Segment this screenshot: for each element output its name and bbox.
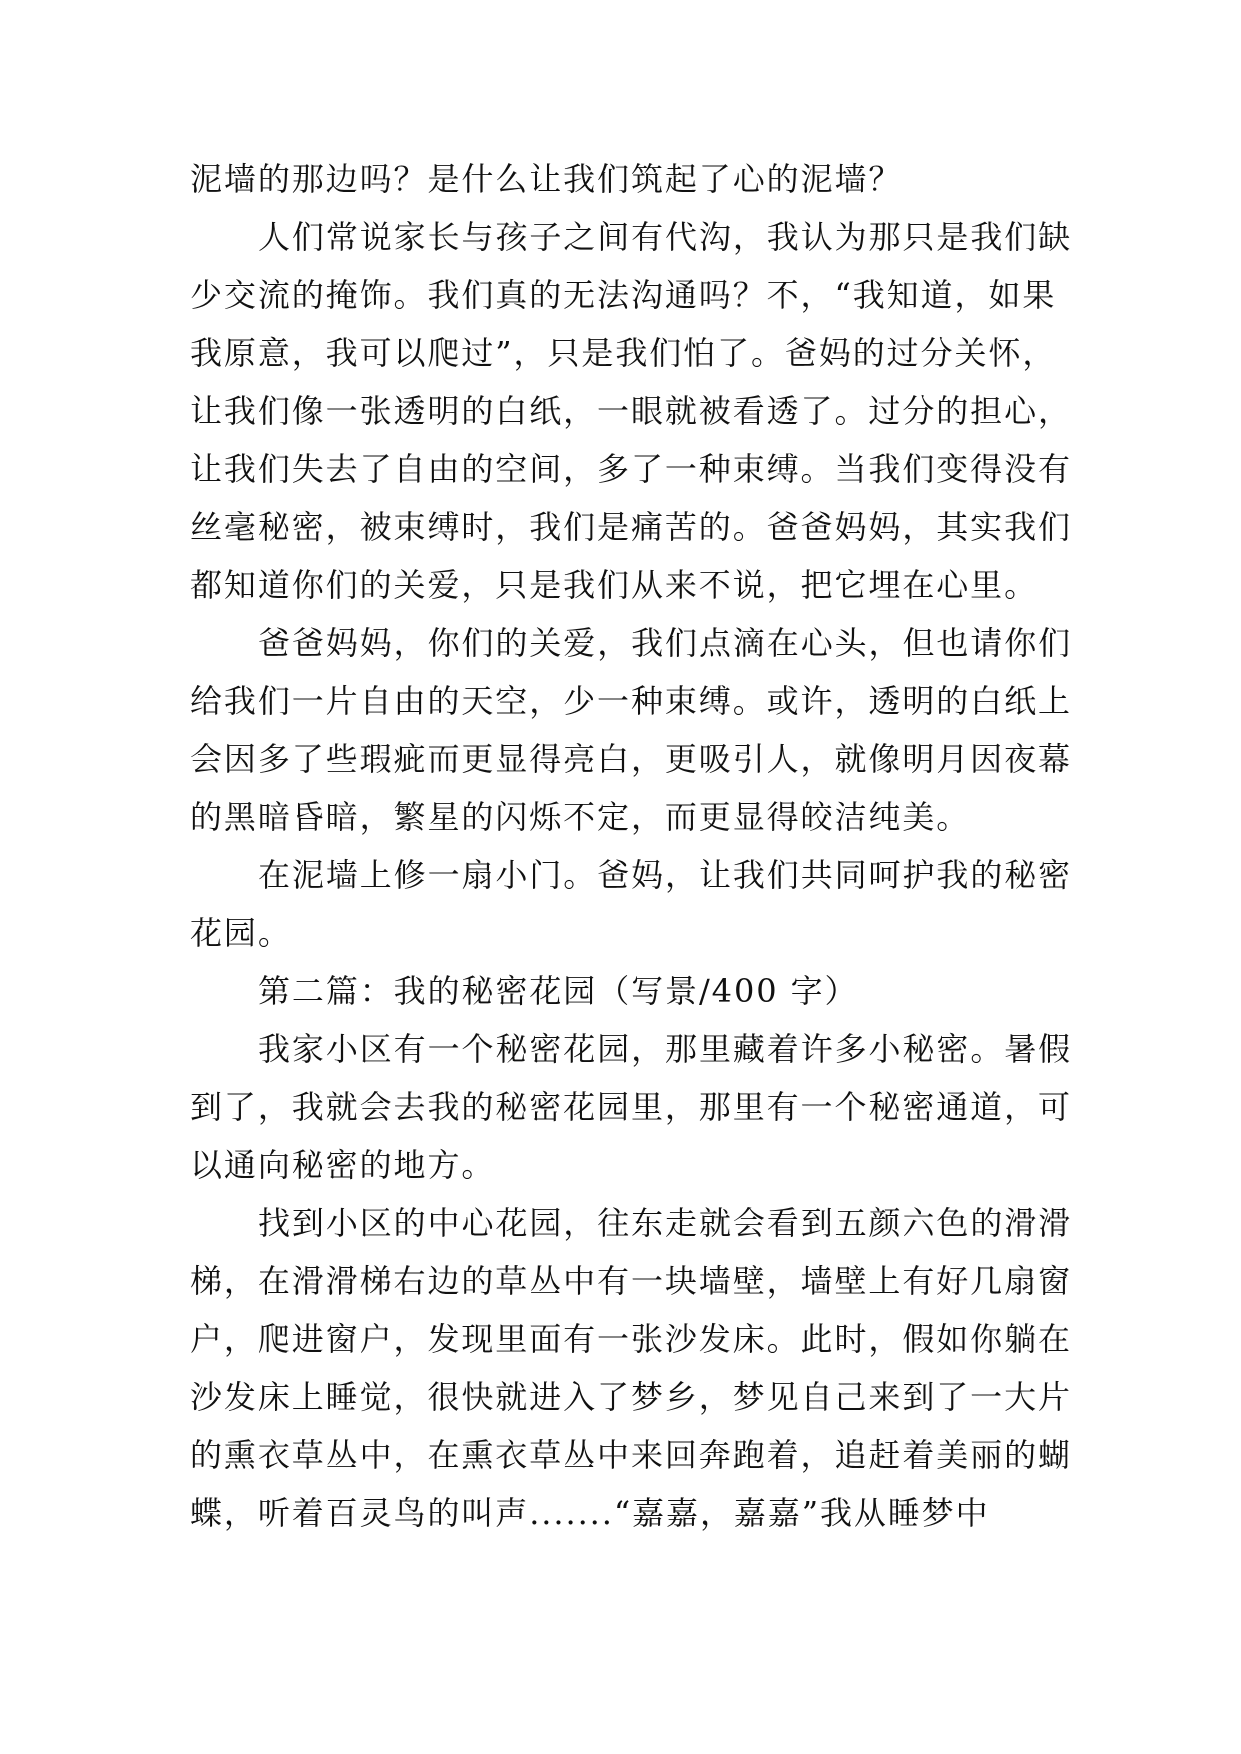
text-line: 沙发床上睡觉，很快就进入了梦乡，梦见自己来到了一大片 bbox=[190, 1378, 1072, 1416]
section-heading: 第二篇：我的秘密花园（写景/400 字） bbox=[258, 972, 859, 1010]
text-line: 给我们一片自由的天空，少一种束缚。或许，透明的白纸上 bbox=[190, 682, 1072, 720]
paragraph-start-line: 我家小区有一个秘密花园，那里藏着许多小秘密。暑假 bbox=[258, 1030, 1073, 1068]
paragraph-start-line: 人们常说家长与孩子之间有代沟，我认为那只是我们缺 bbox=[258, 218, 1073, 256]
text-line: 的黑暗昏暗，繁星的闪烁不定，而更显得皎洁纯美。 bbox=[190, 798, 971, 836]
text-line: 都知道你们的关爱，只是我们从来不说，把它埋在心里。 bbox=[190, 566, 1039, 604]
text-line: 泥墙的那边吗？是什么让我们筑起了心的泥墙？ bbox=[190, 160, 903, 198]
text-line: 以通向秘密的地方。 bbox=[190, 1146, 496, 1184]
text-line: 梯，在滑滑梯右边的草丛中有一块墙壁，墙壁上有好几扇窗 bbox=[190, 1262, 1072, 1300]
text-line: 少交流的掩饰。我们真的无法沟通吗？不，“我知道，如果 bbox=[190, 276, 1057, 314]
text-line: 我原意，我可以爬过”，只是我们怕了。爸妈的过分关怀， bbox=[190, 334, 1057, 372]
text-line: 丝毫秘密，被束缚时，我们是痛苦的。爸爸妈妈，其实我们 bbox=[190, 508, 1072, 546]
paragraph-start-line: 在泥墙上修一扇小门。爸妈，让我们共同呵护我的秘密 bbox=[258, 856, 1073, 894]
paragraph-start-line: 爸爸妈妈，你们的关爱，我们点滴在心头，但也请你们 bbox=[258, 624, 1073, 662]
text-line: 花园。 bbox=[190, 914, 292, 952]
text-line: 户，爬进窗户，发现里面有一张沙发床。此时，假如你躺在 bbox=[190, 1320, 1072, 1358]
text-line: 到了，我就会去我的秘密花园里，那里有一个秘密通道，可 bbox=[190, 1088, 1072, 1126]
text-line: 让我们失去了自由的空间，多了一种束缚。当我们变得没有 bbox=[190, 450, 1072, 488]
body-text bbox=[190, 150, 1073, 1542]
text-line: 的熏衣草丛中，在熏衣草丛中来回奔跑着，追赶着美丽的蝴 bbox=[190, 1436, 1072, 1474]
text-line: 让我们像一张透明的白纸，一眼就被看透了。过分的担心， bbox=[190, 392, 1072, 430]
text-line: 蝶，听着百灵鸟的叫声.......“嘉嘉，嘉嘉”我从睡梦中 bbox=[190, 1494, 990, 1532]
text-line: 会因多了些瑕疵而更显得亮白，更吸引人，就像明月因夜幕 bbox=[190, 740, 1072, 778]
paragraph-start-line: 找到小区的中心花园，往东走就会看到五颜六色的滑滑 bbox=[258, 1204, 1073, 1242]
